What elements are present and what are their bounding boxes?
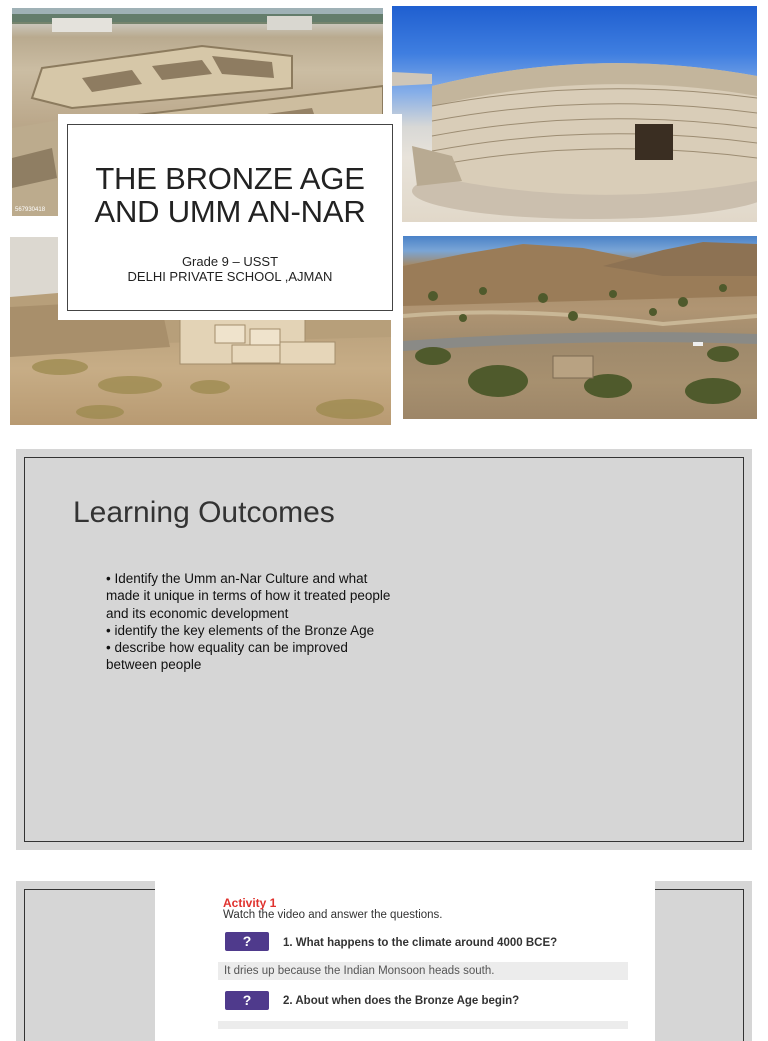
activity-worksheet [155, 881, 655, 1041]
presentation-title [58, 162, 402, 228]
round-tomb-photo [392, 6, 757, 222]
title-card [58, 114, 402, 320]
activity-instruction: Watch the video and answer the questions. [223, 909, 443, 921]
title-line-1: THE BRONZE AGE [95, 161, 365, 196]
question-icon: ? [225, 932, 269, 951]
question-icon: ? [225, 991, 269, 1010]
subtitle-grade: Grade 9 – USST [181, 254, 279, 269]
activity-title: Activity 1 [223, 896, 277, 910]
photo-watermark: 567930418 [15, 207, 46, 213]
learning-outcomes-heading: Learning Outcomes [73, 496, 335, 529]
outcome-item: • Identify the Umm an-Nar Culture and what made it unique in terms of how it treated people and its economic development [106, 571, 391, 621]
answer-2 [218, 1021, 628, 1029]
presentation-subtitle [58, 254, 402, 284]
subtitle-school: DELHI PRIVATE SCHOOL ,AJMAN [127, 269, 333, 284]
answer-1: It dries up because the Indian Monsoon heads south. [218, 962, 628, 980]
mountain-landscape-photo [403, 236, 757, 419]
question-2: 2. About when does the Bronze Age begin? [283, 995, 520, 1007]
title-line-2: AND UMM AN-NAR [94, 194, 366, 229]
question-1: 1. What happens to the climate around 4000 BCE? [283, 937, 558, 949]
outcome-item: • identify the key elements of the Bronze Age [106, 622, 375, 638]
outcome-item: • describe how equality can be improved between people [106, 640, 348, 673]
learning-outcomes-slide [16, 449, 752, 850]
learning-outcomes-list [106, 570, 396, 674]
